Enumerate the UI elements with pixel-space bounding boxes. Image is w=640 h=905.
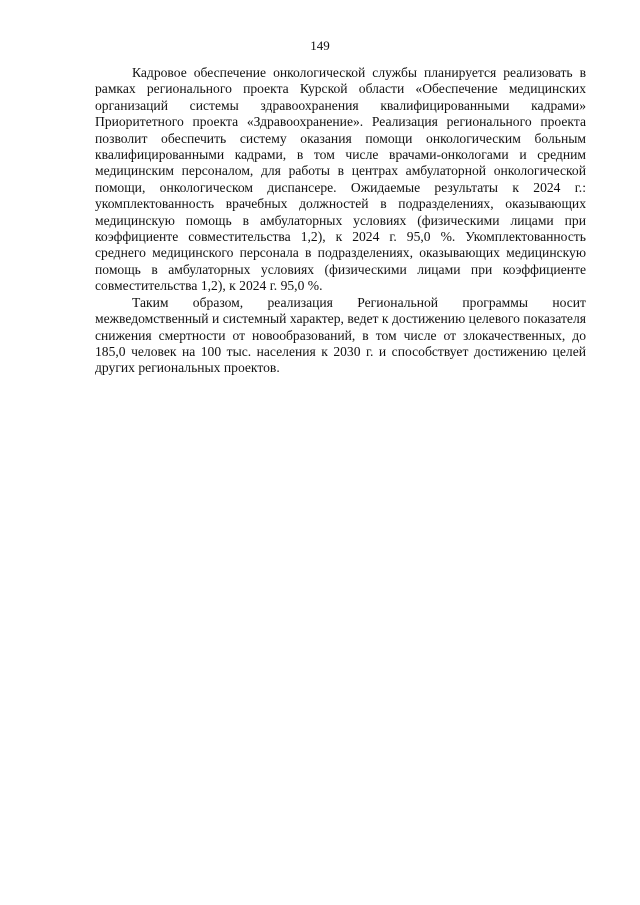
- document-body: [95, 65, 586, 377]
- paragraph-conclusion: Таким образом, реализация Региональной программы носит межведомственный и системный характер, ведет к достижению целевого показателя снижения смертности от новообразований, в том числе от злокачественных, до 185,0 человек на 100 тыс. населения к 2030 г. и способствует достижению целей других региональных проектов.: [95, 294, 586, 376]
- paragraph-staffing: Кадровое обеспечение онкологической службы планируется реализовать в рамках регионального проекта Курской области «Обеспечение медицинских организаций системы здравоохранения квалифицированными кадрами» Приоритетного проекта «Здравоохранение». Реализация регионального проекта позволит обеспечить систему оказания помощи онкологическим больным квалифицированными кадрами, в том числе врачами-онкологами и средним медицинским персоналом, для работы в центрах амбулаторной онкологической помощи, онкологическом диспансере. Ожидаемые результаты к 2024 г.: укомплектованность врачебных должностей в подразделениях, оказывающих медицинскую помощь в амбулаторных условиях (физическими лицами при коэффициенте совместительства 1,2), к 2024 г. 95,0 %. Укомплектованность среднего медицинского персонала в подразделениях, оказывающих медицинскую помощь в амбулаторных условиях (физическими лицами при коэффициенте совместительства 1,2), к 2024 г. 95,0 %.: [95, 65, 586, 294]
- page-number: 149: [310, 38, 330, 53]
